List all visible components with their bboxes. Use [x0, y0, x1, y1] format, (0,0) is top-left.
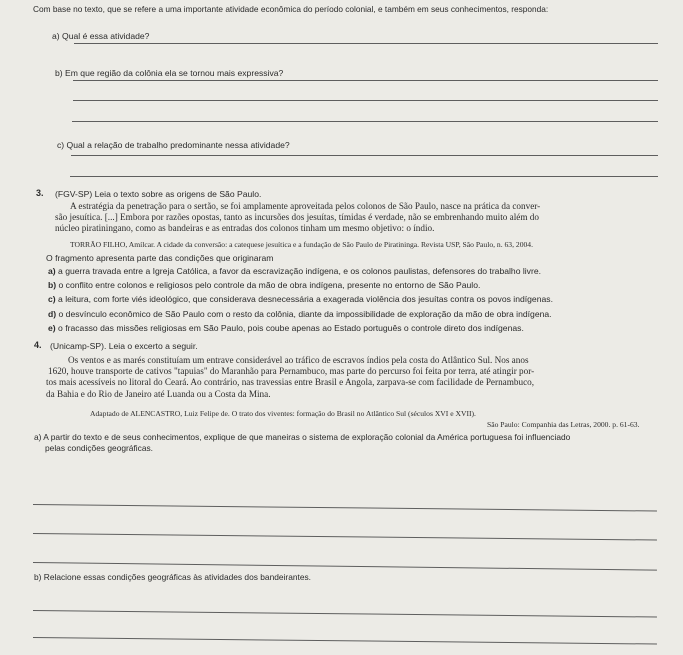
q3-passage-line: A estratégia da penetração para o sertão, se foi amplamente aproveitada pelos colonos de São Paulo, nasce na prática da conver-: [70, 201, 541, 211]
answer-line[interactable]: [70, 176, 658, 177]
answer-line[interactable]: [74, 43, 658, 44]
q4-citation: Adaptado de ALENCASTRO, Luiz Felipe de. O trato dos viventes: formação do Brasil no Atlântico Sul (séculos XVI e XVII).: [90, 409, 476, 418]
option-text: o desvínculo econômico de São Paulo com o resto da colônia, diante da impossibilidade de exploração da mão de obra indígena.: [58, 309, 552, 319]
option-letter: c): [48, 294, 56, 304]
question-number-3: 3.: [36, 188, 44, 198]
q3-stem: O fragmento apresenta parte das condições que originaram: [46, 253, 274, 263]
q4-passage-line: Os ventos e as marés constituíam um entrave considerável ao tráfico de escravos índios pela costa do Atlântico Sul. Nos anos: [68, 355, 529, 365]
answer-line[interactable]: [71, 155, 658, 156]
q4-passage-line: tos mais acessíveis no litoral do Ceará. Ao contrário, nas travessias entre Brasil e Angola, zarpava-se com facilidade de Pernambuco,: [46, 377, 535, 387]
option-text: o conflito entre colonos e religiosos pelo controle da mão de obra indígena, presente no entorno de São Paulo.: [58, 280, 481, 290]
option-text: o fracasso das missões religiosas em São Paulo, pois coube apenas ao Estado português o controle direto dos indígenas.: [58, 323, 524, 333]
q3-passage-line: núcleo piratiningano, como as bandeiras e as entradas dos colonos tinham um mesmo objetivo: o índio.: [55, 223, 435, 233]
q3-passage-line: são jesuítica. [...] Embora por razões opostas, tanto as incursões dos jesuítas, tímidas é verdade, não se embrenhando muito além do: [55, 212, 539, 222]
question-c: c) Qual a relação de trabalho predominante nessa atividade?: [57, 140, 290, 150]
option-e[interactable]: [48, 323, 524, 334]
option-letter: e): [48, 323, 56, 333]
intro-text: Com base no texto, que se refere a uma importante atividade econômica do período colonial, e também em seus conhecimentos, responda:: [33, 4, 549, 14]
question-b: b) Em que região da colônia ela se tornou mais expressiva?: [55, 68, 284, 78]
question-a: a) Qual é essa atividade?: [52, 31, 150, 41]
option-letter: d): [48, 309, 57, 319]
q4-question-a: a) A partir do texto e de seus conhecimentos, explique de que maneiras o sistema de exploração colonial da América portuguesa foi influenciado: [34, 432, 571, 442]
option-b[interactable]: [48, 280, 480, 291]
q4-passage-line: 1620, houve transporte de cativos "tapuias" do Maranhão para Pernambuco, mas parte do percurso foi feita por terra, até atingir por-: [48, 366, 535, 376]
q3-citation: TORRÃO FILHO, Amílcar. A cidade da conversão: a catequese jesuítica e a fundação de São Paulo de Piratininga. Revista USP, São Paulo, n. 63, 2004.: [70, 240, 533, 249]
option-letter: b): [48, 280, 57, 290]
answer-line[interactable]: [72, 121, 658, 122]
q4-question-a-continued: pelas condições geográficas.: [45, 443, 154, 453]
q4-passage-line: da Bahia e do Rio de Janeiro até Luanda ou a Costa da Mina.: [46, 389, 271, 399]
q3-source-heading: (FGV-SP) Leia o texto sobre as origens de São Paulo.: [55, 189, 262, 199]
q4-question-b: b) Relacione essas condições geográficas às atividades dos bandeirantes.: [34, 572, 312, 582]
option-text: a guerra travada entre a Igreja Católica, a favor da escravização indígena, e os colonos paulistas, defensores do trabalho livre.: [58, 266, 542, 276]
option-letter: a): [48, 266, 56, 276]
answer-line[interactable]: [33, 610, 657, 618]
answer-line[interactable]: [33, 637, 657, 645]
option-text: a leitura, com forte viés ideológico, que considerava desnecessária a exagerada violência dos jesuítas contra os povos indígenas.: [58, 294, 553, 304]
question-number-4: 4.: [34, 340, 42, 350]
option-c[interactable]: [48, 294, 553, 305]
option-d[interactable]: [48, 309, 552, 320]
answer-line[interactable]: [33, 533, 657, 541]
answer-line[interactable]: [33, 504, 657, 512]
answer-line[interactable]: [73, 80, 658, 81]
answer-line[interactable]: [33, 562, 657, 571]
answer-line[interactable]: [73, 100, 658, 101]
option-a[interactable]: [48, 266, 541, 277]
q4-citation: São Paulo: Companhia das Letras, 2000. p. 61-63.: [487, 420, 640, 429]
q4-source-heading: (Unicamp-SP). Leia o excerto a seguir.: [50, 341, 198, 351]
